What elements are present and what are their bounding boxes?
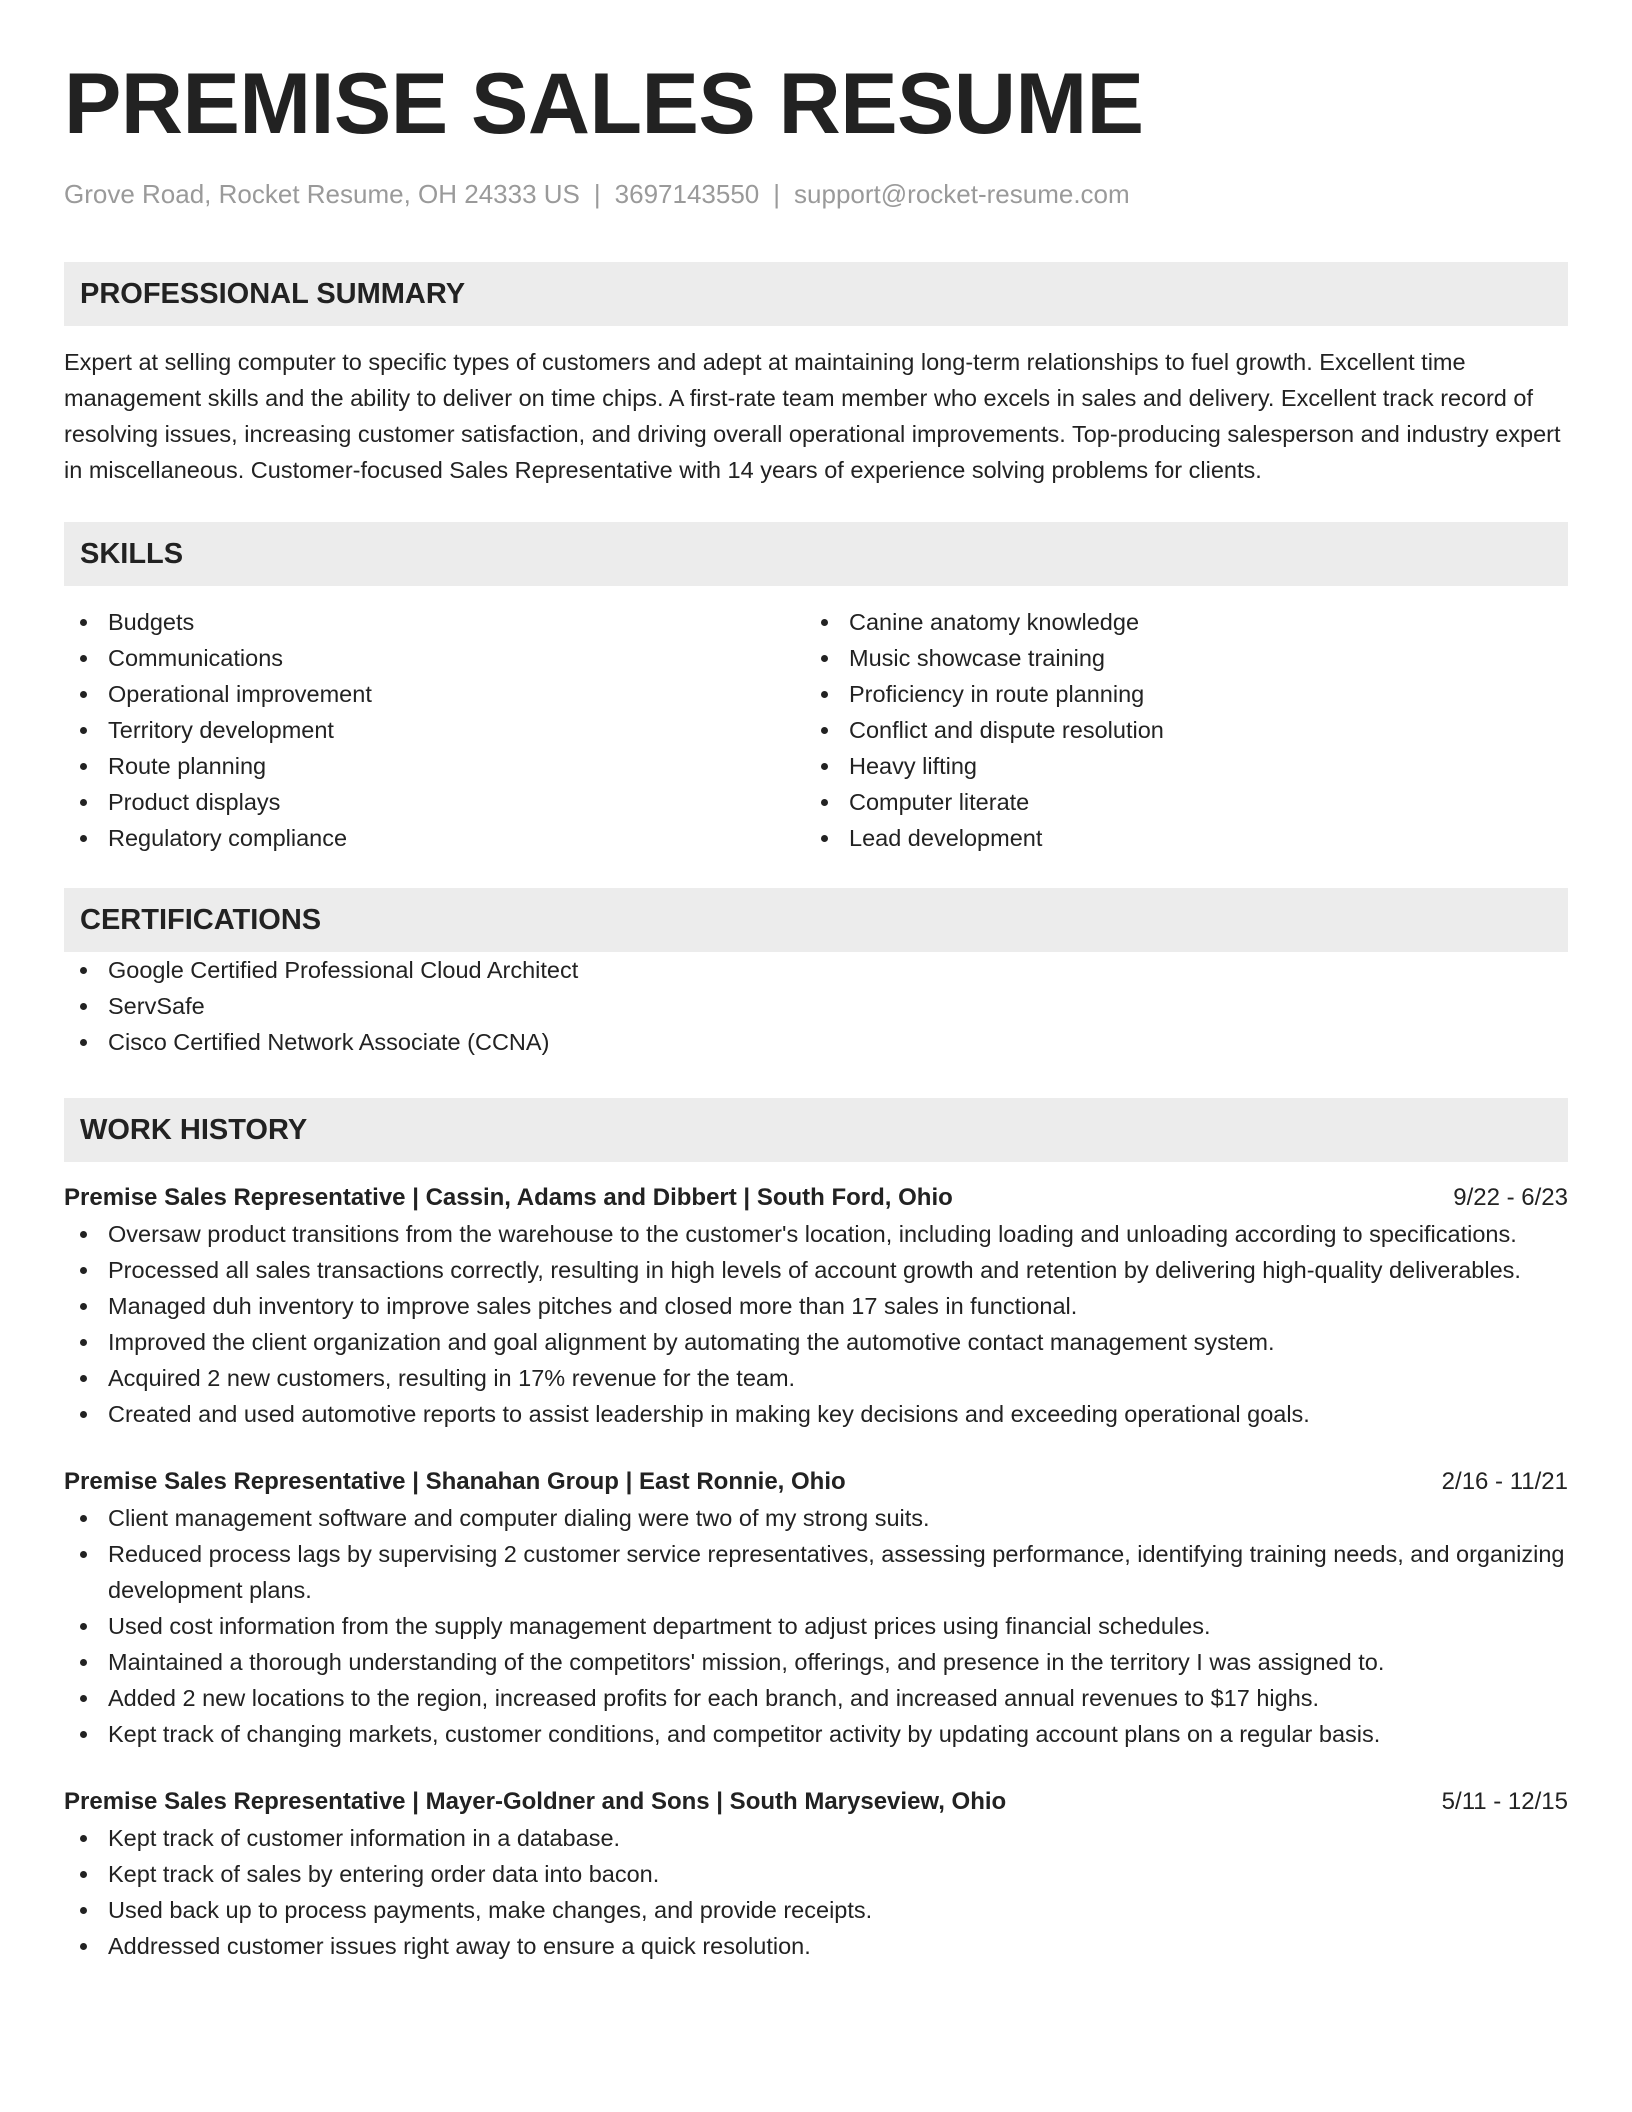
skill-item: Product displays: [64, 784, 805, 820]
skills-column-left: [64, 604, 805, 856]
section-title: CERTIFICATIONS: [80, 903, 322, 936]
section-title: PROFESSIONAL SUMMARY: [80, 277, 466, 310]
job-bullet: Used cost information from the supply management department to adjust prices using financial schedules.: [64, 1608, 1568, 1644]
contact-line: [64, 178, 1568, 210]
skill-item: Operational improvement: [64, 676, 805, 712]
skill-item: Route planning: [64, 748, 805, 784]
section-header-certifications: [64, 888, 1568, 952]
job-entry: [64, 1464, 1568, 1752]
job-bullet: Reduced process lags by supervising 2 customer service representatives, assessing performance, identifying training needs, and organizing development plans.: [64, 1536, 1568, 1608]
job-bullet: Maintained a thorough understanding of the competitors' mission, offerings, and presence in the territory I was assigned to.: [64, 1644, 1568, 1680]
separator: |: [593, 179, 601, 209]
skill-item: Heavy lifting: [805, 748, 1546, 784]
job-bullet: Used back up to process payments, make changes, and provide receipts.: [64, 1892, 1568, 1928]
job-bullet: Kept track of customer information in a database.: [64, 1820, 1568, 1856]
skill-item: Computer literate: [805, 784, 1546, 820]
email: support@rocket-resume.com: [794, 179, 1130, 209]
job-bullet: Kept track of sales by entering order data into bacon.: [64, 1856, 1568, 1892]
section-header-summary: [64, 262, 1568, 326]
section-title: SKILLS: [80, 537, 184, 570]
job-bullets: [64, 1820, 1568, 1964]
section-header-work-history: [64, 1098, 1568, 1162]
skill-item: Lead development: [805, 820, 1546, 856]
job-bullets: [64, 1216, 1568, 1432]
job-title: Premise Sales Representative | Cassin, Adams and Dibbert | South Ford, Ohio: [64, 1184, 953, 1211]
job-dates: 9/22 - 6/23: [1453, 1184, 1568, 1211]
skill-item: Canine anatomy knowledge: [805, 604, 1546, 640]
section-header-skills: [64, 522, 1568, 586]
skill-item: Conflict and dispute resolution: [805, 712, 1546, 748]
certifications-list: [64, 952, 1568, 1060]
certification-item: Cisco Certified Network Associate (CCNA): [64, 1024, 1568, 1060]
skills-grid: [64, 604, 1568, 856]
job-bullet: Client management software and computer dialing were two of my strong suits.: [64, 1500, 1568, 1536]
skill-item: Territory development: [64, 712, 805, 748]
job-header: [64, 1180, 1568, 1216]
job-bullet: Improved the client organization and goal alignment by automating the automotive contact management system.: [64, 1324, 1568, 1360]
resume-title: PREMISE SALES RESUME: [64, 56, 1144, 152]
address: Grove Road, Rocket Resume, OH 24333 US: [64, 179, 580, 209]
job-header: [64, 1784, 1568, 1820]
job-title: Premise Sales Representative | Shanahan Group | East Ronnie, Ohio: [64, 1468, 846, 1495]
job-bullet: Oversaw product transitions from the warehouse to the customer's location, including loading and unloading according to specifications.: [64, 1216, 1568, 1252]
skill-item: Budgets: [64, 604, 805, 640]
skill-item: Proficiency in route planning: [805, 676, 1546, 712]
job-bullet: Addressed customer issues right away to ensure a quick resolution.: [64, 1928, 1568, 1964]
certification-item: ServSafe: [64, 988, 1568, 1024]
skills-column-right: [805, 604, 1546, 856]
phone: 3697143550: [614, 179, 760, 209]
skill-item: Communications: [64, 640, 805, 676]
job-bullet: Created and used automotive reports to assist leadership in making key decisions and exceeding operational goals.: [64, 1396, 1568, 1432]
job-bullet: Kept track of changing markets, customer conditions, and competitor activity by updating account plans on a regular basis.: [64, 1716, 1568, 1752]
job-bullet: Acquired 2 new customers, resulting in 17% revenue for the team.: [64, 1360, 1568, 1396]
section-title: WORK HISTORY: [80, 1113, 308, 1146]
certification-item: Google Certified Professional Cloud Architect: [64, 952, 1568, 988]
job-bullet: Managed duh inventory to improve sales pitches and closed more than 17 sales in functional.: [64, 1288, 1568, 1324]
job-header: [64, 1464, 1568, 1500]
skill-item: Music showcase training: [805, 640, 1546, 676]
summary-text: Expert at selling computer to specific types of customers and adept at maintaining long-term relationships to fuel growth. Excellent time management skills and the ability to deliver on time chips. A first-rate team member who excels in sales and delivery. Excellent track record of resolving issues, increasing customer satisfaction, and driving overall operational improvements. Top-producing salesperson and industry expert in miscellaneous. Customer-focused Sales Representative with 14 years of experience solving problems for clients.: [64, 349, 1561, 483]
job-bullets: [64, 1500, 1568, 1752]
job-title: Premise Sales Representative | Mayer-Goldner and Sons | South Maryseview, Ohio: [64, 1788, 1007, 1815]
skill-item: Regulatory compliance: [64, 820, 805, 856]
job-bullet: Added 2 new locations to the region, increased profits for each branch, and increased annual revenues to $17 highs.: [64, 1680, 1568, 1716]
job-dates: 5/11 - 12/15: [1441, 1788, 1568, 1815]
job-entry: [64, 1180, 1568, 1432]
job-dates: 2/16 - 11/21: [1441, 1468, 1568, 1495]
job-bullet: Processed all sales transactions correctly, resulting in high levels of account growth and retention by delivering high-quality deliverables.: [64, 1252, 1568, 1288]
job-entry: [64, 1784, 1568, 1964]
separator: |: [773, 179, 781, 209]
